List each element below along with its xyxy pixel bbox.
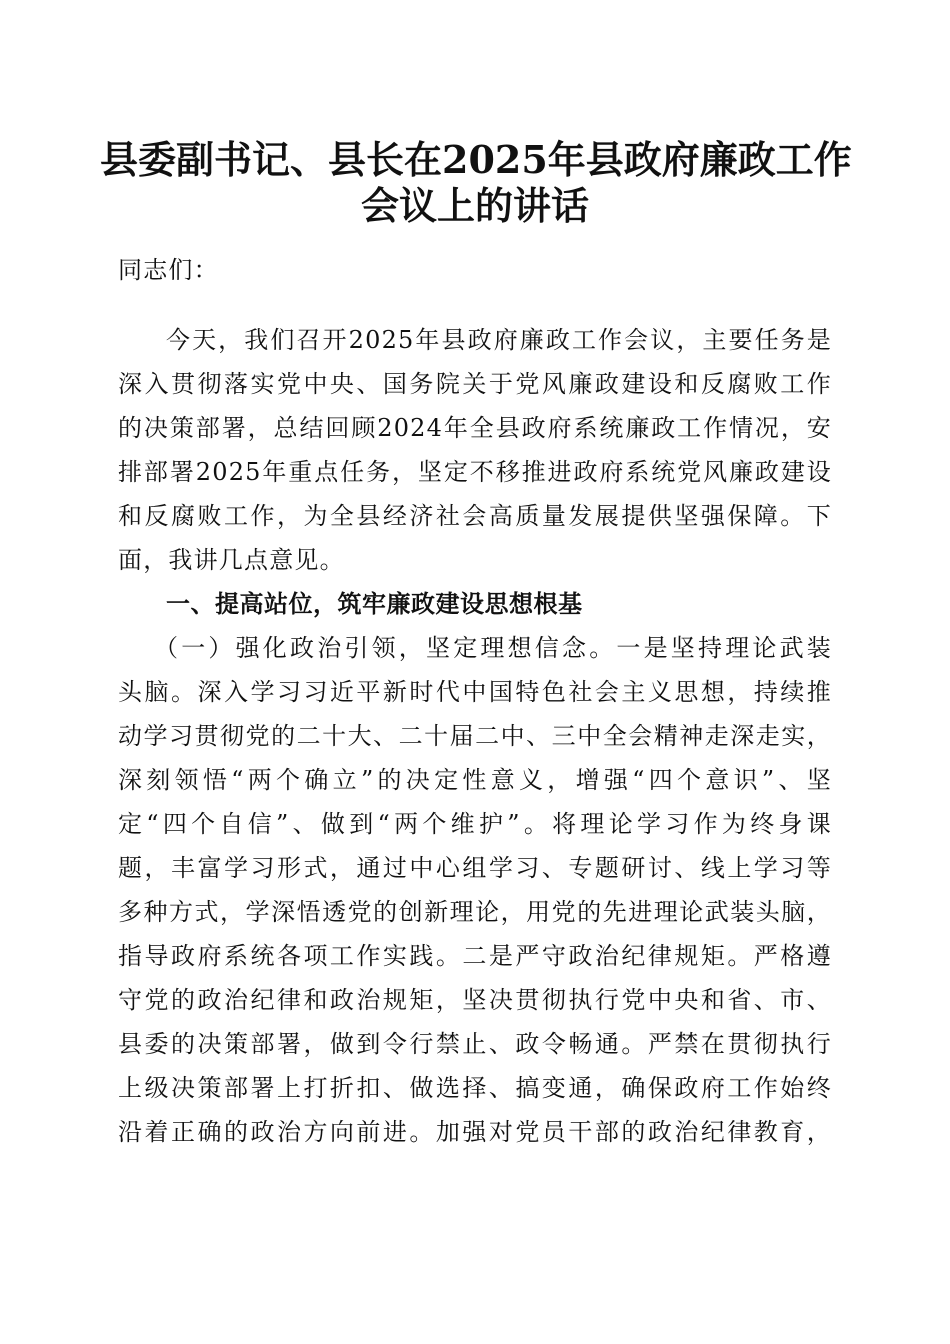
- salutation: 同志们：: [118, 256, 219, 284]
- paragraph-line: 动学习贯彻党的二十大、二十届二中、三中全会精神走深走实，: [118, 722, 832, 750]
- paragraph-line: 多种方式，学深悟透党的创新理论，用党的先进理论武装头脑，: [118, 898, 832, 926]
- paragraph-line: 守党的政治纪律和政治规矩，坚决贯彻执行党中央和省、市、: [118, 986, 832, 1014]
- document-title-line-1: 县委副书记、县长在2025年县政府廉政工作: [100, 137, 852, 182]
- paragraph-line: 的决策部署，总结回顾2024年全县政府系统廉政工作情况，安: [118, 414, 832, 442]
- paragraph-line: 上级决策部署上打折扣、做选择、搞变通，确保政府工作始终: [118, 1074, 832, 1102]
- paragraph-line: （一）强化政治引领，坚定理想信念。一是坚持理论武装: [154, 634, 832, 662]
- section-heading: 一、提高站位，筑牢廉政建设思想根基: [166, 590, 583, 618]
- paragraph-line: 深入贯彻落实党中央、国务院关于党风廉政建设和反腐败工作: [118, 370, 832, 398]
- paragraph-line: 指导政府系统各项工作实践。二是严守政治纪律规矩。严格遵: [118, 942, 832, 970]
- paragraph-line: 沿着正确的政治方向前进。加强对党员干部的政治纪律教育，: [118, 1118, 832, 1146]
- paragraph-line: 和反腐败工作，为全县经济社会高质量发展提供坚强保障。下: [118, 502, 832, 530]
- paragraph-line: 县委的决策部署，做到令行禁止、政令畅通。严禁在贯彻执行: [118, 1030, 832, 1058]
- paragraph-line: 头脑。深入学习习近平新时代中国特色社会主义思想，持续推: [118, 678, 832, 706]
- paragraph-line: 面，我讲几点意见。: [118, 546, 345, 574]
- paragraph-line: 定“四个自信”、做到“两个维护”。将理论学习作为终身课: [118, 810, 832, 838]
- paragraph-line: 深刻领悟“两个确立”的决定性意义，增强“四个意识”、坚: [118, 766, 832, 794]
- paragraph-line: 题，丰富学习形式，通过中心组学习、专题研讨、线上学习等: [118, 854, 832, 882]
- document-title-line-2: 会议上的讲话: [360, 183, 589, 228]
- paragraph-line: 今天，我们召开2025年县政府廉政工作会议，主要任务是: [166, 326, 832, 354]
- paragraph-line: 排部署2025年重点任务，坚定不移推进政府系统党风廉政建设: [118, 458, 832, 486]
